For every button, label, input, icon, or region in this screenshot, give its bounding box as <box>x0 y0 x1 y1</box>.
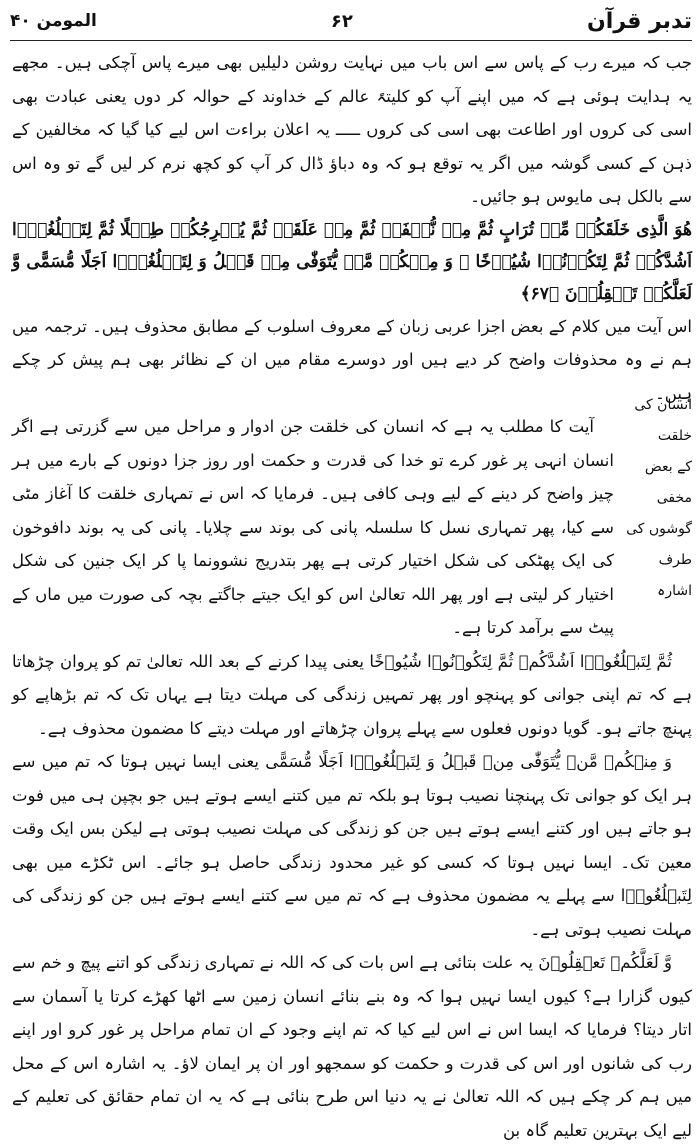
paragraph-6: وَّ لَعَلَّکُمۡ تَعۡقِلُوۡنَ یہ علت بتائی ہے اس بات کی کہ اللہ نے تمہاری زندگی کو اتنے پیچ و خم سے کیوں گزارا ہے؟ کیوں ایسا نہیں ہوا کہ وہ بنے بنائے انسان زمین سے اٹھا کھڑے کرتا یا آسمان سے اتار دیتا؟ فرمایا کہ ایسا اس نے اس لیے کیا کہ تم اپنے وجود کے ان تمام مراحل پر غور کرو اور اپنے رب کی شانوں اور اس کی قدرت و حکمت کو سمجھو اور ان پر ایمان لاؤ۔ یہ اشارہ اس کے محل میں ہم کر چکے ہیں کہ اللہ تعالیٰ نے یہ دنیا اس طرح بنائی ہے کہ یہ ان تمام حقائق کی تعلیم کے لیے ایک بہترین تعلیم گاہ بن <box>12 953 692 1140</box>
paragraph-1: جب کہ میرے رب کے پاس سے اس باب میں نہایت روشن دلیلیں بھی میرے پاس آچکی ہیں۔ مجھے یہ ہدایت ہوئی ہے کہ میں اپنے آپ کو کلیتہً عالم کے خداوند کے حوالہ کر دوں یعنی عبادت بھی اسی کی کروں اور اطاعت بھی اسی کی کروں ـــــ یہ اعلان براءت اس لیے کیا گیا کہ مخالفین کے ذہن کے کسی گوشہ میں اگر یہ توقع ہو کہ وہ دباؤ ڈال کر آپ کو کچھ نرم کر لیں گے تو وہ اس سے بالکل ہی مایوس ہو جائیں۔ <box>12 53 692 206</box>
header-divider <box>10 40 692 41</box>
margin-note-line: انسان کی خلقت <box>634 397 692 444</box>
book-title: تدبر قرآن <box>587 8 692 34</box>
paragraph-5: وَ مِنۡکُمۡ مَّنۡ یُّتَوَفّٰی مِنۡ قَبۡلُ وَ لِتَبۡلُغُوۡۤا اَجَلًا مُّسَمًّی یعنی ایسا نہیں ہوتا کہ تم میں سے ہر ایک کو جوانی تک پہنچنا نصیب ہوتا ہو بلکہ تم میں کتنے ایسے ہوتے ہیں جو بچپن ہی میں فوت ہو جاتے ہیں اور کتنے ایسے ہوتے ہیں جن کو زندگی کی مہلت نصیب ہوتی ہے لیکن بس ایک وقت معین تک۔ ایسا نہیں ہوتا کہ کسی کو غیر محدود زندگی حاصل ہو جائے۔ اس ٹکڑے میں بھی لِتَبۡلُغُوۡۤا سے پہلے یہ مضمون محذوف ہے کہ تم میں سے کتنے ایسے ہوتے ہیں جن کو زندگی کی مہلت نصیب ہوتی ہے۔ <box>12 752 692 939</box>
quran-verse: ھُوَ الَّذِی خَلَقَکُمۡ مِّنۡ تُرَابٍ ثُمَّ مِنۡ نُّطۡفَۃٍ ثُمَّ مِنۡ عَلَقَۃٍ ثُمَّ یُخۡرِجُکُمۡ طِفۡلًا ثُمَّ لِتَبۡلُغُوۡۤا اَشُدَّکُمۡ ثُمَّ لِتَکُوۡنُوۡا شُیُوۡخًا ۚ وَ مِنۡکُمۡ مَّنۡ یُّتَوَفّٰی مِنۡ قَبۡلُ وَ لِتَبۡلُغُوۡۤا اَجَلًا مُّسَمًّی وَّ لَعَلَّکُمۡ تَعۡقِلُوۡنَ ﴿۶۷﴾ <box>12 219 693 304</box>
margin-note <box>622 390 692 607</box>
main-text <box>12 46 692 1147</box>
page-number: ۶۲ <box>330 10 353 32</box>
paragraph-2: اس آیت میں کلام کے بعض اجزا عربی زبان کے معروف اسلوب کے مطابق محذوف ہیں۔ ترجمہ میں ہم نے وہ محذوفات واضح کر دیے ہیں اور دوسرے مقام میں ان کے نظائر بھی ہم پیش کر چکے ہیں۔ <box>12 316 692 403</box>
paragraph-3: آیت کا مطلب یہ ہے کہ انسان کی خلقت جن ادوار و مراحل میں سے گزرتی ہے اگر انسان انہی پر غور کرے تو خدا کی قدرت و حکمت اور روز جزا دونوں کے بارے میں ہر چیز واضح کر دینے کے لیے وہی کافی ہیں۔ فرمایا کہ اس نے تمہاری خلقت کا آغاز مٹی سے کیا، پھر تمہاری نسل کا سلسلہ پانی کی بوند سے چلایا۔ پانی کی یہ بوند دافوخون کی ایک پھٹکی کی شکل اختیار کرتی ہے پھر بتدریج نشوونما پا کر ایک جنین کی شکل اختیار کر لیتی ہے اور پھر اللہ تعالیٰ اس کو ایک جیتے جاگتے بچہ کی صورت میں ماں کے پیٹ سے برآمد کرتا ہے۔ <box>12 417 614 637</box>
margin-note-line: اشارہ <box>657 583 692 599</box>
margin-note-line: گوشوں کی طرف <box>626 521 692 568</box>
surah-name: المومن ۴۰ <box>10 11 97 31</box>
page-header <box>10 4 692 38</box>
margin-note-line: کے بعض مخفی <box>644 459 692 506</box>
paragraph-4: ثُمَّ لِتَبۡلُغُوۡۤا اَشُدَّکُمۡ ثُمَّ لِتَکُوۡنُوۡا شُیُوۡخًا یعنی پیدا کرنے کے بعد اللہ تعالیٰ تم کو پروان چڑھاتا ہے کہ تم اپنی جوانی کو پہنچو اور پھر تمہیں زندگی کی مہلت دیتا ہے یہاں تک کہ تم بڑھاپے کو پہنچ جاتے ہو۔ گویا دونوں فعلوں سے پہلے پروان چڑھاتے اور مہلت دیتے کا مضمون محذوف ہے۔ <box>12 651 692 738</box>
